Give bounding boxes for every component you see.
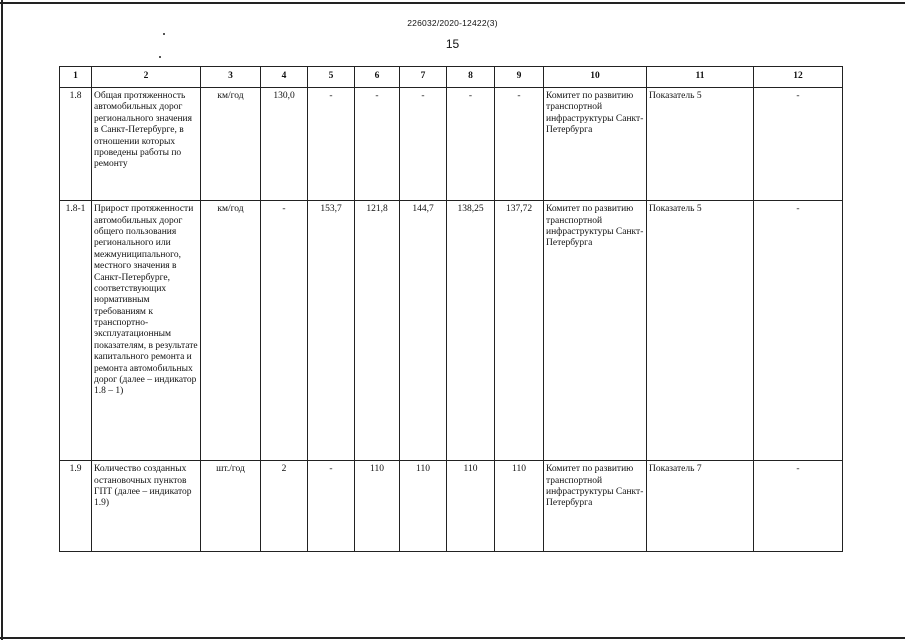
- unit: км/год: [201, 201, 261, 461]
- column-header: 10: [544, 67, 647, 88]
- column-header: 3: [201, 67, 261, 88]
- column-number-row: [60, 67, 843, 88]
- note: -: [754, 201, 843, 461]
- linked-indicator: Показатель 7: [647, 461, 754, 552]
- table-row: [60, 88, 843, 201]
- document-id: 226032/2020-12422(3): [407, 18, 498, 28]
- table-row: [60, 461, 843, 552]
- value-col-5: -: [308, 88, 355, 201]
- indicator-name: Общая протяженность автомобильных дорог регионального значения в Санкт-Петербурге, в отношении которых проведены работы по ремонту: [92, 88, 201, 201]
- column-header: 4: [261, 67, 308, 88]
- value-col-9: -: [495, 88, 544, 201]
- note: -: [754, 461, 843, 552]
- column-header: 1: [60, 67, 92, 88]
- row-number: 1.9: [60, 461, 92, 552]
- linked-indicator: Показатель 5: [647, 201, 754, 461]
- table-row: [60, 201, 843, 461]
- scan-speck: [163, 33, 165, 35]
- value-col-4: -: [261, 201, 308, 461]
- scan-top-edge: [0, 2, 905, 4]
- scan-bottom-edge: [0, 637, 905, 639]
- column-header: 6: [355, 67, 400, 88]
- column-header: 5: [308, 67, 355, 88]
- indicator-name: Прирост протяженности автомобильных дорог общего пользования регионального или межмуниципального, местного значения в Санкт-Петербурге, соответствующих нормативным требованиям к транспортно-эксплуатационным показателям, в результате капитального ремонта и ремонта автомобильных дорог (далее – индикатор 1.8 – 1): [92, 201, 201, 461]
- value-col-8: 138,25: [447, 201, 495, 461]
- value-col-6: 110: [355, 461, 400, 552]
- responsible-executor: Комитет по развитию транспортной инфраструктуры Санкт-Петербурга: [544, 88, 647, 201]
- value-col-7: -: [400, 88, 447, 201]
- column-header: 7: [400, 67, 447, 88]
- value-col-4: 130,0: [261, 88, 308, 201]
- unit: км/год: [201, 88, 261, 201]
- responsible-executor: Комитет по развитию транспортной инфраструктуры Санкт-Петербурга: [544, 461, 647, 552]
- value-col-7: 144,7: [400, 201, 447, 461]
- column-header: 2: [92, 67, 201, 88]
- unit: шт./год: [201, 461, 261, 552]
- value-col-6: -: [355, 88, 400, 201]
- note: -: [754, 88, 843, 201]
- column-header: 11: [647, 67, 754, 88]
- value-col-5: -: [308, 461, 355, 552]
- value-col-7: 110: [400, 461, 447, 552]
- value-col-6: 121,8: [355, 201, 400, 461]
- row-number: 1.8: [60, 88, 92, 201]
- scan-speck: [159, 56, 161, 58]
- row-number: 1.8-1: [60, 201, 92, 461]
- responsible-executor: Комитет по развитию транспортной инфраструктуры Санкт-Петербурга: [544, 201, 647, 461]
- value-col-9: 137,72: [495, 201, 544, 461]
- value-col-9: 110: [495, 461, 544, 552]
- value-col-5: 153,7: [308, 201, 355, 461]
- linked-indicator: Показатель 5: [647, 88, 754, 201]
- column-header: 9: [495, 67, 544, 88]
- page-number: 15: [445, 37, 460, 51]
- scan-left-edge: [1, 0, 3, 640]
- column-header: 8: [447, 67, 495, 88]
- indicator-name: Количество созданных остановочных пунктов ГПТ (далее – индикатор 1.9): [92, 461, 201, 552]
- value-col-8: 110: [447, 461, 495, 552]
- value-col-4: 2: [261, 461, 308, 552]
- indicators-table: [59, 66, 843, 552]
- column-header: 12: [754, 67, 843, 88]
- value-col-8: -: [447, 88, 495, 201]
